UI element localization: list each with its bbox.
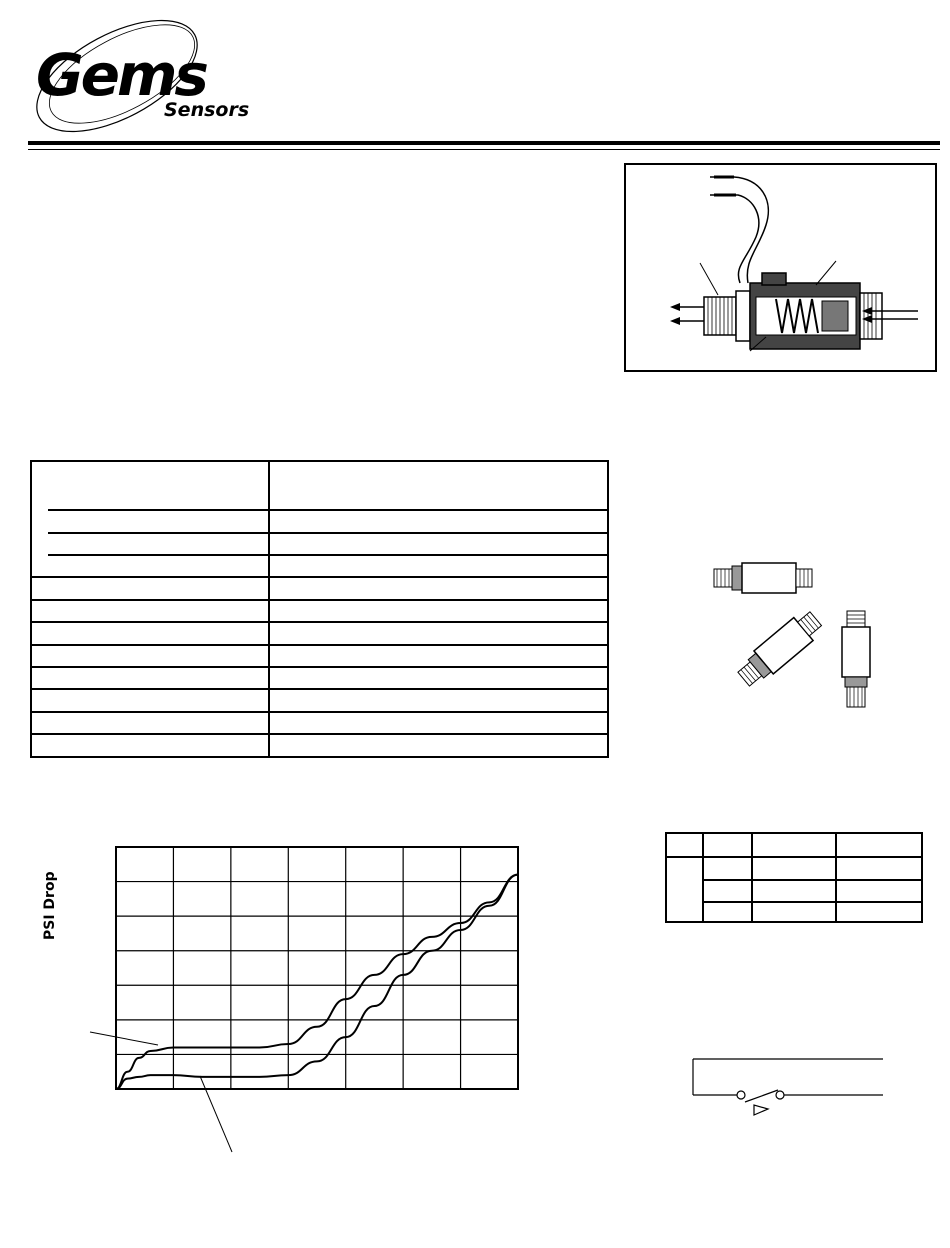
spec-table-row-divider [48,509,607,511]
pressure-drop-chart-svg [60,840,540,1160]
small-table-row-divider [702,901,921,903]
model-selection-table [665,832,923,923]
brand-sub: Sensors [164,99,250,121]
chart-callout-leader-lower [200,1076,232,1152]
pressure-drop-chart [60,840,540,1160]
small-table-row-divider [667,856,921,858]
flow-switch-photos-illustration [690,555,890,715]
small-table-column-divider [835,834,837,921]
small-table-column-divider [751,834,753,921]
small-table-row-divider [702,879,921,881]
spec-table-row-divider [32,688,607,690]
spec-table-row-divider [32,599,607,601]
chart-series-line-1 [116,875,518,1089]
flow-switch-horizontal [714,563,812,593]
spec-table-row-divider [48,532,607,534]
gems-sensors-logo [22,8,272,138]
chart-callout-leader-upper [90,1032,158,1045]
flow-switch-cutaway-diagram [624,163,937,372]
spec-table-row-divider [32,666,607,668]
small-table-column-divider [702,834,704,921]
flow-switch-vertical [842,611,870,707]
header-rule-thick [28,141,940,145]
flow-switch-diagonal [734,607,825,690]
chart-series-line-2 [116,875,518,1089]
specifications-table [30,460,609,758]
chart-y-axis-label: PSI Drop [42,871,58,940]
product-photos [690,555,890,715]
brand-name: Gems [36,41,206,109]
spec-table-row-divider [32,644,607,646]
header-rule-thin [28,149,940,150]
chart-plot-frame [116,847,518,1089]
normally-open-switch-symbol-icon [688,1052,888,1122]
spec-table-row-divider [32,621,607,623]
spec-table-row-divider [48,554,607,556]
spec-table-row-divider [32,576,607,578]
spec-table-row-divider [32,711,607,713]
spec-table-row-divider [32,733,607,735]
flow-switch-cutaway-illustration [626,165,935,370]
switch-schematic [688,1052,888,1122]
